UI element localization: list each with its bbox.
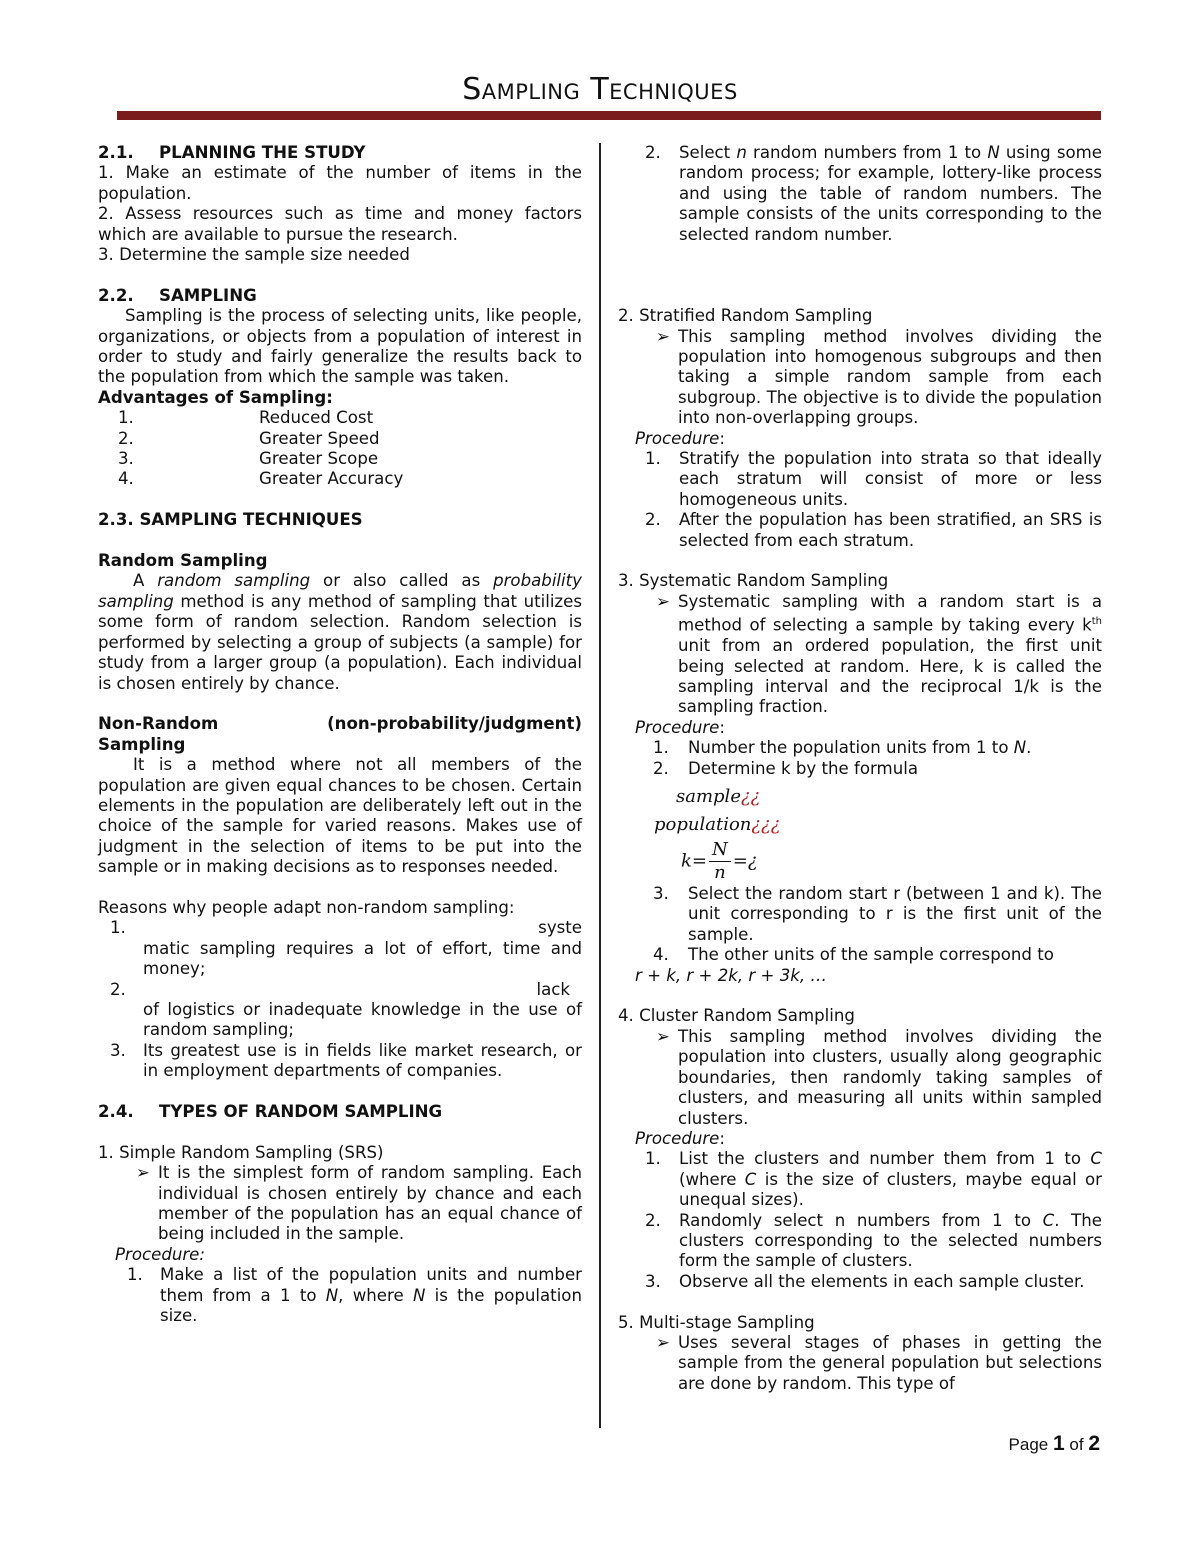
section-2-4-heading: 2.4. TYPES OF RANDOM SAMPLING — [98, 1102, 443, 1121]
cluster-heading: 4. Cluster Random Sampling — [618, 1006, 855, 1026]
non-random-paragraph: It is a method where not all members of the population are given equal chances to be chosen. Certain elements in the population are deliberately left out in the choice of the sample for varied reasons. Makes use of judgment in the selection of items to be put into the sample or in making decisions as to responses needed. — [98, 755, 582, 877]
multistage-heading: 5. Multi-stage Sampling — [618, 1312, 815, 1332]
sampling-paragraph: Sampling is the process of selecting units, like people, organizations, or objects from a population of interest in order to study and fairly generalize the results back to the population from which the sample was taken. — [98, 306, 582, 387]
procedure-label: Procedure: — [635, 1128, 725, 1148]
procedure-label: Procedure: — [635, 717, 725, 737]
list-item: ➢ Systematic sampling with a random start is a method of selecting a sample by taking every $k^{th}$ unit from an ordered population, the first unit being selected at random. Here, k is called the sampling interval and the reciprocal 1/k is the sampling fraction. — [656, 591, 1102, 717]
list-item: 1. List the clusters and number them from 1 to C (where C is the size of clusters, maybe equal or unequal sizes). — [645, 1149, 1102, 1210]
list-item: ➢ This sampling method involves dividing the population into homogenous subgroups and then taking a simple random sample from each subgroup. The objective is to divide the population into non-overlapping groups. — [656, 326, 1102, 428]
column-divider — [599, 143, 601, 1428]
planning-item-3: 3. Determine the sample size needed — [98, 245, 410, 265]
stratified-heading: 2. Stratified Random Sampling — [618, 306, 873, 326]
list-item: 2. Randomly select n numbers from 1 to C. The clusters corresponding to the selected numbers form the sample of clusters. — [645, 1210, 1102, 1271]
list-item: 4. The other units of the sample correspond to — [653, 945, 1054, 965]
title-rule — [117, 111, 1101, 120]
section-2-3-heading: 2.3. SAMPLING TECHNIQUES — [98, 510, 363, 530]
procedure-label: Procedure: — [115, 1244, 205, 1264]
planning-item-2: 2. Assess resources such as time and money factors which are available to pursue the research. — [98, 204, 582, 244]
procedure-label: Procedure: — [635, 428, 725, 448]
left-column — [98, 143, 582, 1326]
list-item: 3. Observe all the elements in each sample cluster. — [645, 1271, 1085, 1291]
formula-block: sample¿¿ population¿¿¿ k= $\frac{N}{n}$ =¿ — [654, 786, 781, 884]
reasons-heading: Reasons why people adapt non-random sampling: — [98, 897, 515, 917]
list-item: 1. Stratify the population into strata so that ideally each stratum will consist of more or less homogeneous units. — [645, 449, 1102, 509]
planning-item-1: 1. Make an estimate of the number of items in the population. — [98, 163, 582, 203]
list-item: 3. Greater Scope — [118, 449, 379, 469]
list-item: 2. Determine k by the formula — [653, 758, 919, 778]
list-item: 1. syste matic sampling requires a lot of effort, time and money; — [110, 918, 582, 979]
systematic-series: r + k, r + 2k, r + 3k, … — [635, 965, 828, 985]
list-item: ➢ Uses several stages of phases in getting the sample from the general population but selections are done by random. This type of — [656, 1332, 1102, 1393]
right-column — [618, 143, 1102, 1394]
systematic-heading: 3. Systematic Random Sampling — [618, 571, 889, 591]
list-item: 2. lack of logistics or inadequate knowledge in the use of random sampling; — [110, 979, 582, 1040]
list-item: 1. Make a list of the population units and number them from a 1 to N, where N is the population size. — [127, 1265, 582, 1326]
list-item: 2. After the population has been stratified, an SRS is selected from each stratum. — [645, 510, 1102, 550]
list-item: 3. Select the random start r (between 1 and k). The unit corresponding to r is the first unit of the sample. — [653, 884, 1102, 944]
arrowhead-bullet-icon: ➢ — [136, 1163, 150, 1183]
page-number: Page 1 of 2 — [1008, 1432, 1100, 1455]
non-random-heading: Non-Random (non-probability/judgment) — [98, 714, 582, 734]
list-item: 4. Greater Accuracy — [118, 469, 404, 489]
arrowhead-bullet-icon: ➢ — [656, 1026, 670, 1046]
section-2-1-heading: 2.1. PLANNING THE STUDY — [98, 143, 366, 162]
list-item: ➢ This sampling method involves dividing the population into clusters, usually along geographic boundaries, then randomly taking samples of clusters, and measuring all units within sampled clusters. — [656, 1026, 1102, 1128]
advantages-heading: Advantages of Sampling: — [98, 387, 333, 407]
section-2-2-heading: 2.2. SAMPLING — [98, 285, 257, 305]
advantages-list — [98, 408, 582, 490]
list-item: 1. Number the population units from 1 to N. — [653, 738, 1032, 758]
list-item: 2. Greater Speed — [118, 428, 380, 448]
non-random-heading-cont: Sampling — [98, 734, 186, 754]
list-item: 2. Select n random numbers from 1 to N using some random process; for example, lottery-like process and using the table of random numbers. The sample consists of the units corresponding to the selected random number. — [645, 143, 1103, 244]
page-title: Sampling Techniques — [462, 72, 738, 107]
arrowhead-bullet-icon: ➢ — [656, 326, 670, 346]
list-item: 1. Reduced Cost — [118, 408, 374, 428]
list-item: ➢ It is the simplest form of random sampling. Each individual is chosen entirely by chance and each member of the population has an equal chance of being included in the sample. — [136, 1163, 582, 1244]
srs-heading: 1. Simple Random Sampling (SRS) — [98, 1142, 384, 1162]
arrowhead-bullet-icon: ➢ — [656, 591, 670, 611]
list-item: 3. Its greatest use is in fields like market research, or in employment departments of companies. — [110, 1040, 582, 1081]
random-sampling-heading: Random Sampling — [98, 551, 268, 571]
arrowhead-bullet-icon: ➢ — [656, 1332, 670, 1352]
random-sampling-paragraph: A random sampling or also called as probability sampling method is any method of sampling that utilizes some form of random selection. Random selection is performed by selecting a group of subjects (a sample) for study from a larger group (a population). Each individual is chosen entirely by chance. — [98, 571, 582, 693]
